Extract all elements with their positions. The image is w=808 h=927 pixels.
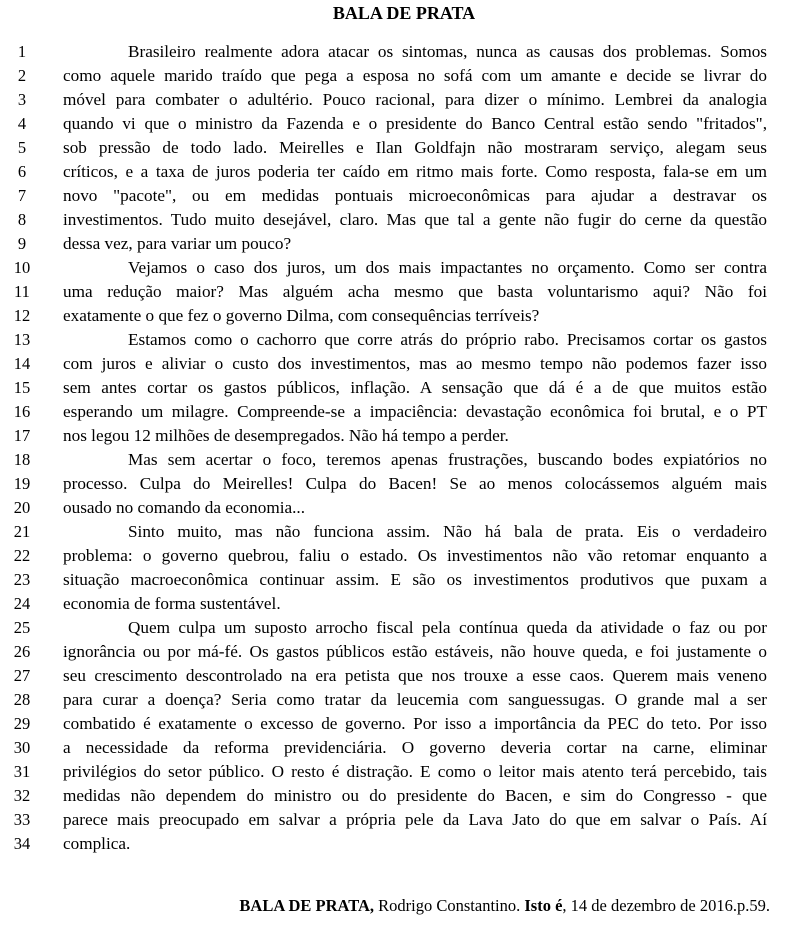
text-row xyxy=(0,184,808,208)
text-line: Vejamos o caso dos juros, um dos mais impactantes no orçamento. Como ser contra xyxy=(128,258,767,277)
text-row xyxy=(0,64,808,88)
line-number: 9 xyxy=(17,234,27,253)
text-line: Estamos como o cachorro que corre atrás do próprio rabo. Precisamos cortar os gastos xyxy=(128,330,767,349)
text-row xyxy=(0,616,808,640)
line-number: 32 xyxy=(13,786,31,805)
text-line: parece mais preocupado em salvar a própria pele da Lava Jato do que em salvar o País. Aí xyxy=(63,810,767,829)
line-number: 12 xyxy=(13,306,31,325)
line-number: 17 xyxy=(13,426,31,445)
line-number: 24 xyxy=(13,594,31,613)
text-line: dessa vez, para variar um pouco? xyxy=(63,234,292,253)
citation-source: Isto é xyxy=(524,896,563,915)
line-number: 25 xyxy=(13,618,31,637)
line-number: 2 xyxy=(17,66,27,85)
citation xyxy=(239,895,770,917)
text-line: quando vi que o ministro da Fazenda e o presidente do Banco Central estão sendo "fritados", xyxy=(63,114,767,133)
line-number: 14 xyxy=(13,354,31,373)
text-row xyxy=(0,280,808,304)
text-line: Brasileiro realmente adora atacar os sintomas, nunca as causas dos problemas. Somos xyxy=(128,42,767,61)
text-row xyxy=(0,88,808,112)
text-line: situação macroeconômica continuar assim. E são os investimentos produtivos que puxam a xyxy=(63,570,767,589)
line-number: 1 xyxy=(17,42,27,61)
text-line: medidas não dependem do ministro ou do presidente do Bacen, e sim do Congresso - que xyxy=(63,786,767,805)
line-number: 22 xyxy=(13,546,31,565)
text-row xyxy=(0,400,808,424)
text-line: Sinto muito, mas não funciona assim. Não há bala de prata. Eis o verdadeiro xyxy=(128,522,767,541)
text-line: seu crescimento descontrolado na era petista que nos trouxe a esse caos. Querem mais veneno xyxy=(63,666,767,685)
text-row xyxy=(0,424,808,448)
line-number: 33 xyxy=(13,810,31,829)
text-row xyxy=(0,40,808,64)
text-line: sem antes cortar os gastos públicos, inflação. A sensação que dá é a de que muitos estão xyxy=(63,378,767,397)
line-number: 10 xyxy=(13,258,31,277)
citation-author: Rodrigo Constantino. xyxy=(374,896,525,915)
text-line: uma redução maior? Mas alguém acha mesmo que basta voluntarismo aqui? Não foi xyxy=(63,282,767,301)
text-line: com juros e aliviar o custo dos investimentos, mas ao mesmo tempo não podemos fazer isso xyxy=(63,354,767,373)
line-number: 13 xyxy=(13,330,31,349)
line-number: 7 xyxy=(17,186,27,205)
text-line: a necessidade da reforma previdenciária. O governo deveria cortar na carne, eliminar xyxy=(63,738,767,757)
text-row xyxy=(0,520,808,544)
text-row xyxy=(0,808,808,832)
text-line: novo "pacote", ou em medidas pontuais microeconômicas para ajudar a destravar os xyxy=(63,186,767,205)
text-row xyxy=(0,760,808,784)
line-number: 11 xyxy=(14,282,30,301)
article-body xyxy=(0,40,808,856)
line-number: 26 xyxy=(13,642,31,661)
document-title: BALA DE PRATA xyxy=(332,3,476,23)
text-row xyxy=(0,328,808,352)
text-line: para curar a doença? Seria como tratar da leucemia com sanguessugas. O grande mal a ser xyxy=(63,690,767,709)
line-number: 34 xyxy=(13,834,31,853)
text-row xyxy=(0,736,808,760)
text-row xyxy=(0,712,808,736)
text-line: investimentos. Tudo muito desejável, claro. Mas que tal a gente não fugir do cerne da questão xyxy=(63,210,767,229)
text-line: esperando um milagre. Compreende-se a impaciência: devastação econômica foi brutal, e o PT xyxy=(63,402,767,421)
line-number: 16 xyxy=(13,402,31,421)
citation-title: BALA DE PRATA, xyxy=(239,896,375,915)
text-line: Mas sem acertar o foco, teremos apenas frustrações, buscando bodes expiatórios no xyxy=(128,450,767,469)
line-number: 4 xyxy=(17,114,27,133)
line-number: 8 xyxy=(17,210,27,229)
text-line: privilégios do setor público. O resto é distração. E como o leitor mais atento terá percebido, tais xyxy=(63,762,767,781)
text-row xyxy=(0,136,808,160)
text-line: processo. Culpa do Meirelles! Culpa do Bacen! Se ao menos colocássemos alguém mais xyxy=(63,474,767,493)
text-row xyxy=(0,376,808,400)
text-row xyxy=(0,304,808,328)
text-line: ousado no comando da economia... xyxy=(63,498,305,517)
line-number: 20 xyxy=(13,498,31,517)
line-number: 29 xyxy=(13,714,31,733)
text-row xyxy=(0,112,808,136)
text-row xyxy=(0,352,808,376)
line-number: 5 xyxy=(17,138,27,157)
text-line: economia de forma sustentável. xyxy=(63,594,281,613)
text-row xyxy=(0,448,808,472)
line-number: 3 xyxy=(17,90,27,109)
line-number: 15 xyxy=(13,378,31,397)
line-number: 6 xyxy=(17,162,27,181)
text-line: Quem culpa um suposto arrocho fiscal pela contínua queda da atividade o faz ou por xyxy=(128,618,767,637)
text-row xyxy=(0,232,808,256)
text-line: complica. xyxy=(63,834,131,853)
text-line: exatamente o que fez o governo Dilma, com consequências terríveis? xyxy=(63,306,540,325)
citation-details: , 14 de dezembro de 2016.p.59. xyxy=(562,896,770,915)
text-row xyxy=(0,784,808,808)
text-row xyxy=(0,496,808,520)
text-line: combatido é exatamente o excesso de governo. Por isso a importância da PEC do teto. Por isso xyxy=(63,714,767,733)
line-number: 28 xyxy=(13,690,31,709)
text-row xyxy=(0,256,808,280)
line-number: 27 xyxy=(13,666,31,685)
text-row xyxy=(0,208,808,232)
line-number: 21 xyxy=(13,522,31,541)
text-line: críticos, e a taxa de juros poderia ter caído em ritmo mais forte. Como resposta, fala-se em um xyxy=(63,162,767,181)
line-number: 31 xyxy=(13,762,31,781)
text-line: nos legou 12 milhões de desempregados. Não há tempo a perder. xyxy=(63,426,509,445)
text-line: como aquele marido traído que pega a esposa no sofá com um amante e decide se livrar do xyxy=(63,66,767,85)
text-row xyxy=(0,544,808,568)
text-row xyxy=(0,160,808,184)
text-row xyxy=(0,592,808,616)
text-line: ignorância ou por má-fé. Os gastos públicos estão estáveis, não houve queda, e foi justamente o xyxy=(63,642,767,661)
line-number: 19 xyxy=(13,474,31,493)
text-line: sob pressão de todo lado. Meirelles e Ilan Goldfajn não mostraram serviço, alegam seus xyxy=(63,138,767,157)
text-row xyxy=(0,832,808,856)
line-number: 23 xyxy=(13,570,31,589)
line-number: 30 xyxy=(13,738,31,757)
text-row xyxy=(0,568,808,592)
text-row xyxy=(0,640,808,664)
text-row xyxy=(0,664,808,688)
text-row xyxy=(0,688,808,712)
line-number: 18 xyxy=(13,450,31,469)
text-line: problema: o governo quebrou, faliu o estado. Os investimentos não vão retomar enquanto a xyxy=(63,546,767,565)
text-row xyxy=(0,472,808,496)
text-line: móvel para combater o adultério. Pouco racional, para dizer o mínimo. Lembrei da analogia xyxy=(63,90,767,109)
